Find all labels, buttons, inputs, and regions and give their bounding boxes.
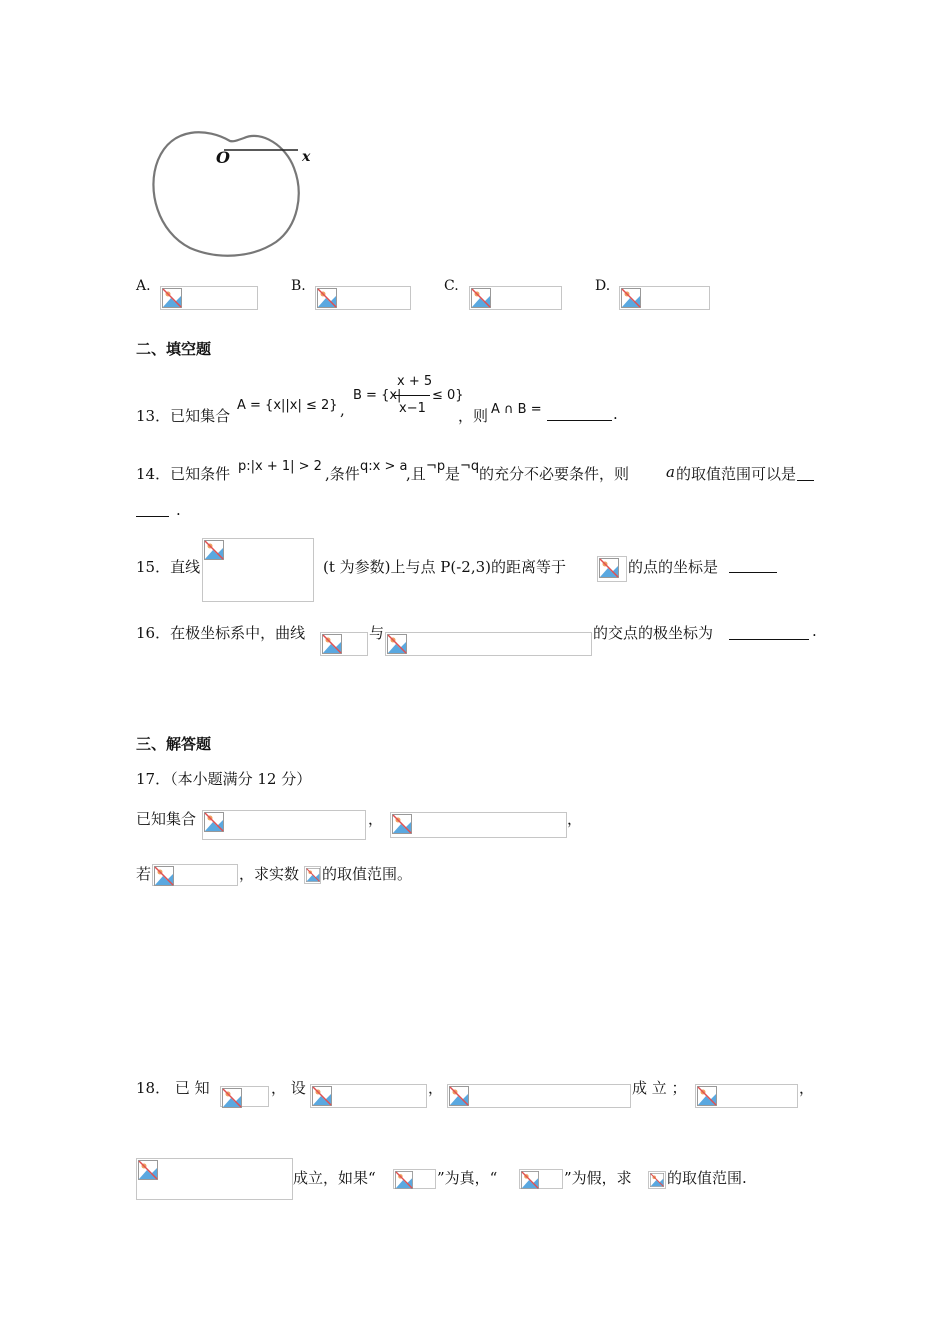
broken-image-icon [392, 814, 412, 834]
q14-lead: 14．已知条件 [136, 465, 231, 483]
q16-end: . [812, 622, 817, 640]
q13-fraction-bar [394, 395, 430, 396]
q17-comma2: ， [567, 810, 583, 828]
broken-image-icon [204, 540, 224, 560]
q15-tail: 的点的坐标是 [628, 558, 719, 576]
option-c-label: C. [444, 278, 459, 294]
section-title-fill-in: 二、填空题 [136, 340, 212, 358]
q17-comma1: ， [368, 810, 384, 828]
q18-s4: ， [799, 1079, 815, 1097]
q17-header: 17．（本小题满分 12 分） [136, 770, 312, 788]
q15-line-equation-image [202, 538, 314, 602]
broken-image-icon [322, 634, 342, 654]
q17-set-a-image [202, 810, 366, 840]
q16-answer-blank [729, 625, 809, 640]
q14-not-p: ¬p [426, 459, 446, 474]
option-d-label: D. [595, 278, 611, 294]
broken-image-icon [312, 1086, 332, 1106]
q13-end: . [613, 405, 618, 423]
q14-line2-end: . [176, 501, 181, 519]
option-d-image [619, 286, 710, 310]
q13-set-a: A = {x||x| ≤ 2} [237, 398, 338, 413]
q18-p-condition-image [447, 1084, 631, 1108]
option-b-label: B. [291, 278, 306, 294]
q14-mid2: ,且 [406, 465, 426, 483]
q18-s1: ， 设 [271, 1079, 306, 1097]
q18-lead: 18． 已 知 [136, 1079, 210, 1097]
axis-label: x [302, 149, 311, 165]
broken-image-icon [521, 1171, 539, 1189]
q14-tail: 的充分不必要条件，则 [479, 465, 630, 483]
q18-line2-b: ”为真，“ [437, 1169, 498, 1187]
q18-p-or-q-image [393, 1169, 436, 1189]
broken-image-icon [306, 868, 320, 882]
broken-image-icon [222, 1088, 242, 1108]
option-b-image [315, 286, 411, 310]
broken-image-icon [387, 634, 407, 654]
q13-expression: A ∩ B = [491, 402, 542, 417]
broken-image-icon [599, 558, 619, 578]
q13-answer-blank [547, 406, 612, 421]
q16-mid: 与 [369, 624, 385, 642]
q16-tail: 的交点的极坐标为 [593, 624, 714, 642]
option-c-image [469, 286, 562, 310]
q15-answer-blank [729, 558, 777, 573]
q13-fraction-denominator: x−1 [399, 401, 426, 416]
section-title-solutions: 三、解答题 [136, 735, 212, 753]
q17-line2-lead: 若 [136, 865, 152, 883]
q14-tail2: 的取值范围可以是 [676, 465, 797, 483]
q14-answer-blank-1 [797, 466, 814, 481]
q18-p-and-q-image [519, 1169, 563, 1189]
option-a-label: A. [136, 278, 151, 294]
q18-q-image [695, 1084, 798, 1108]
q17-set-b-image [390, 812, 567, 838]
q14-answer-blank-2 [136, 502, 169, 517]
broken-image-icon [395, 1171, 413, 1189]
broken-image-icon [650, 1173, 664, 1187]
q17-variable-image [304, 866, 321, 884]
q13-set-b-prefix: B = {x| [353, 388, 402, 403]
q17-line2-tail: 的取值范围。 [322, 865, 413, 883]
q16-curve2-image [385, 632, 592, 656]
broken-image-icon [471, 288, 491, 308]
broken-image-icon [449, 1086, 469, 1106]
broken-image-icon [317, 288, 337, 308]
q15-mid: (t 为参数)上与点 P(-2,3)的距离等于 [323, 558, 566, 576]
q13-fraction-numerator: x + 5 [397, 374, 433, 389]
broken-image-icon [204, 812, 224, 832]
option-a-image [160, 286, 258, 310]
broken-image-icon [154, 866, 174, 886]
q15-distance-image [597, 556, 627, 582]
q14-not-q: ¬q [460, 459, 480, 474]
q14-mid1: ,条件 [325, 465, 360, 483]
broken-image-icon [621, 288, 641, 308]
q14-mid3: 是 [445, 465, 461, 483]
q17-condition-image [152, 864, 238, 886]
q18-s2: ， [428, 1079, 444, 1097]
q14-variable-a: a [666, 463, 675, 481]
q13-lead: 13．已知集合 [136, 407, 231, 425]
broken-image-icon [138, 1160, 158, 1180]
q14-condition-p: p:|x + 1| > 2 [238, 459, 322, 474]
broken-image-icon [697, 1086, 717, 1106]
q16-curve1-image [320, 632, 368, 656]
broken-image-icon [162, 288, 182, 308]
cardioid-figure [148, 124, 318, 264]
q18-line2-c: ”为假，求 [564, 1169, 632, 1187]
q14-condition-q: q:x > a [360, 459, 408, 474]
q15-lead: 15．直线 [136, 558, 201, 576]
q18-s3: 成 立 ； [632, 1079, 687, 1097]
origin-label: O [216, 148, 230, 167]
q17-line1-lead: 已知集合 [136, 810, 197, 828]
q13-set-b-suffix: ≤ 0} [432, 388, 464, 403]
q18-line2-a: 成立，如果“ [293, 1169, 376, 1187]
q13-tail: ，则 [458, 407, 489, 425]
q18-line2-d: 的取值范围. [667, 1169, 747, 1187]
q18-variable-image [648, 1171, 666, 1189]
q18-q-condition-image [136, 1158, 293, 1200]
q17-line2-mid: ，求实数 [239, 865, 300, 883]
q13-comma: , [340, 401, 345, 419]
q16-lead: 16．在极坐标系中，曲线 [136, 624, 306, 642]
q18-p-image [310, 1084, 427, 1108]
q18-given-image [220, 1086, 269, 1107]
